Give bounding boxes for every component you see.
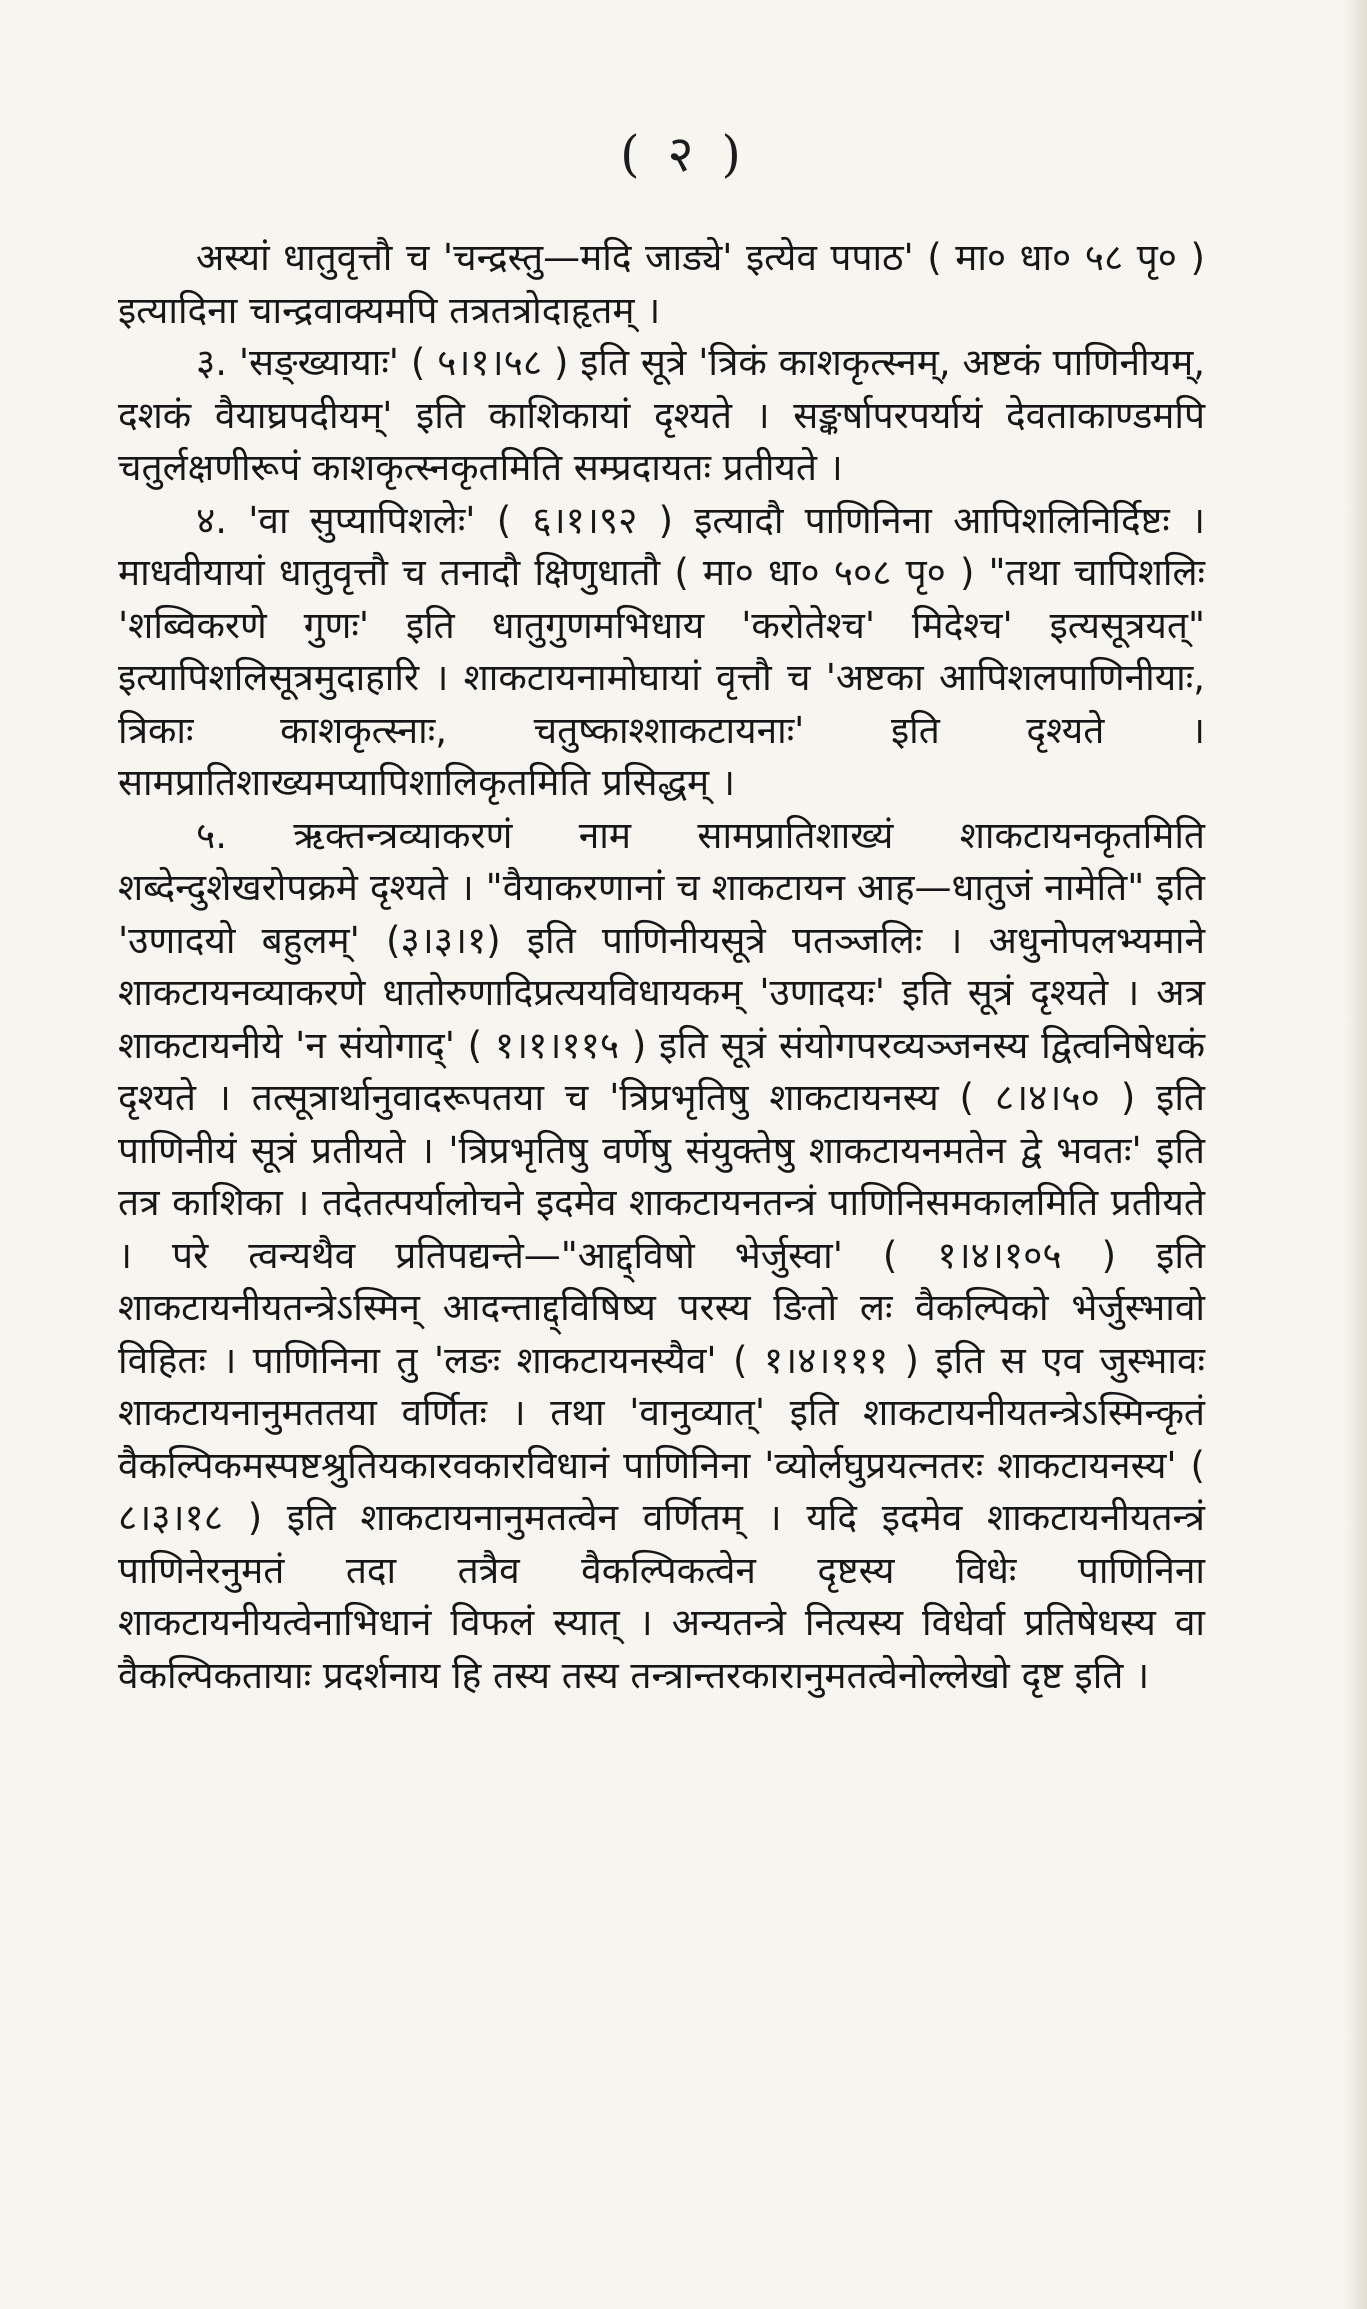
- paragraph-4: ५. ऋक्तन्त्रव्याकरणं नाम सामप्रातिशाख्यं शाकटायनकृतमिति शब्देन्दुशेखरोपक्रमे दृश्यते । "वैयाकरणानां च शाकटायन आह—धातुजं नामेति" इति 'उणादयो बहुलम्' (३।३।१) इति पाणिनीयसूत्रे पतञ्जलिः । अधुनोपलभ्यमाने शाकटायनव्याकरणे धातोरुणादिप्रत्ययविधायकम् 'उणादयः' इति सूत्रं दृश्यते । अत्र शाकटायनीये 'न संयोगाद्' ( १।१।११५ ) इति सूत्रं संयोगपरव्यञ्जनस्य द्वित्वनिषेधकं दृश्यते । तत्सूत्रार्थानुवादरूपतया च 'त्रिप्रभृतिषु शाकटायनस्य ( ८।४।५० ) इति पाणिनीयं सूत्रं प्रतीयते । 'त्रिप्रभृतिषु वर्णेषु संयुक्तेषु शाकटायनमतेन द्वे भवतः' इति तत्र काशिका । तदेतत्पर्यालोचने इदमेव शाकटायनतन्त्रं पाणिनिसमकालमिति प्रतीयते । परे त्वन्यथैव प्रतिपद्यन्ते—"आद्द्विषो भेर्जुस्वा' ( १।४।१०५ ) इति शाकटायनीयतन्त्रेऽस्मिन् आदन्ताद्द्विषिष्य परस्य ङितो लः वैकल्पिको भेर्जुस्भावो विहितः । पाणिनिना तु 'लङः शाकटायनस्यैव' ( १।४।१११ ) इति स एव जुस्भावः शाकटायनानुमततया वर्णितः । तथा 'वानुव्यात्' इति शाकटायनीयतन्त्रेऽस्मिन्कृतं वैकल्पिकमस्पष्टश्रुतियकारवकारविधानं पाणिनिना 'व्योर्लघुप्रयत्नतरः शाकटायनस्य' ( ८।३।१८ ) इति शाकटायनानुमतत्वेन वर्णितम् । यदि इदमेव शाकटायनीयतन्त्रं पाणिनेरनुमतं तदा तत्रैव वैकल्पिकत्वेन दृष्टस्य विधेः पाणिनिना शाकटायनीयत्वेनाभिधानं विफलं स्यात् । अन्यतन्त्रे नित्यस्य विधेर्वा प्रतिषेधस्य वा वैकल्पिकतायाः प्रदर्शनाय हि तस्य तस्य तन्त्रान्तरकारानुमतत्वेनोल्लेखो दृष्ट इति ।: [118, 813, 1205, 1697]
- page-body-text: [118, 232, 1205, 1702]
- paragraph-3: ४. 'वा सुप्यापिशलेः' ( ६।१।९२ ) इत्यादौ पाणिनिना आपिशलिनिर्दिष्टः । माधवीयायां धातुवृत्तौ च तनादौ क्षिणुधातौ ( मा० धा० ५०८ पृ० ) "तथा चापिशलिः 'शब्विकरणे गुणः' इति धातुगुणमभिधाय 'करोतेश्च' मिदेश्च' इत्यसूत्रयत्" इत्यापिशलिसूत्रमुदाहारि । शाकटायनामोघायां वृत्तौ च 'अष्टका आपिशलपाणिनीयाः, त्रिकाः काशकृत्स्नाः, चतुष्काश्शाकटायनाः' इति दृश्यते । सामप्रातिशाख्यमप्यापिशालिकृतमिति प्रसिद्धम् ।: [118, 498, 1205, 804]
- paragraph-1: अस्यां धातुवृत्तौ च 'चन्द्रस्तु—मदि जाड्ये' इत्येव पपाठ' ( मा० धा० ५८ पृ० ) इत्यादिना चान्द्रवाक्यमपि तत्रतत्रोदाहृतम् ।: [118, 236, 1205, 332]
- page-number: ( २ ): [620, 125, 747, 183]
- paragraph-2: ३. 'सङ्ख्यायाः' ( ५।१।५८ ) इति सूत्रे 'त्रिकं काशकृत्स्नम्, अष्टकं पाणिनीयम्, दशकं वैयाघ्रपदीयम्' इति काशिकायां दृश्यते । सङ्कर्षापरपर्यायं देवताकाण्डमपि चतुर्लक्षणीरूपं काशकृत्स्नकृतमिति सम्प्रदायतः प्रतीयते ।: [118, 341, 1205, 489]
- page-edge-shadow: [1345, 0, 1367, 2309]
